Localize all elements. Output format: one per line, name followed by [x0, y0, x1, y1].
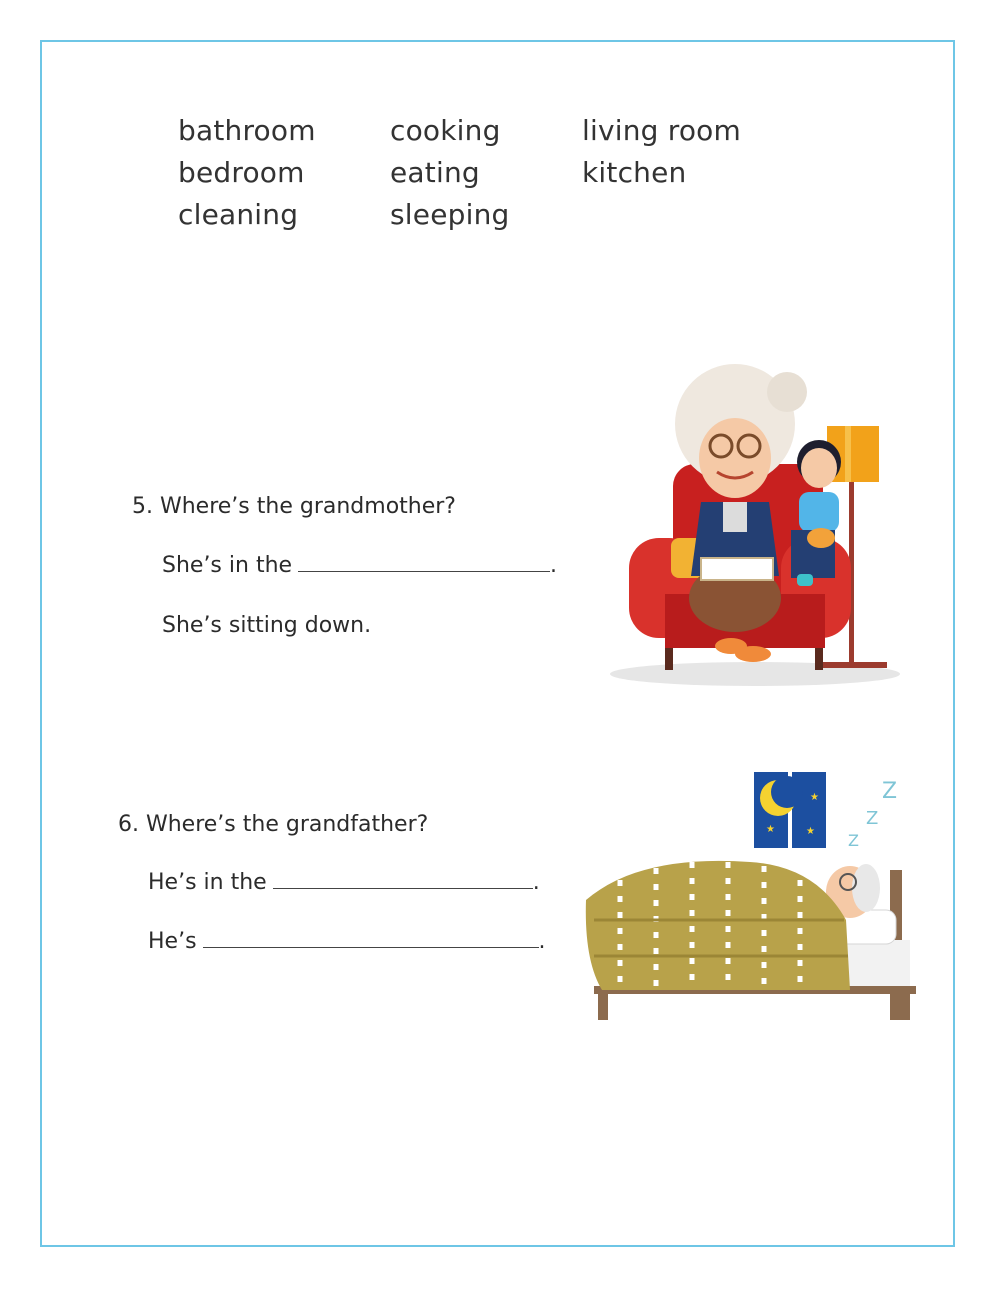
- q6-period-2: .: [538, 929, 546, 954]
- svg-text:Z: Z: [882, 779, 898, 804]
- q5-answer-line: [162, 553, 557, 578]
- svg-text:★: ★: [810, 792, 819, 803]
- q5-question: 5. Where’s the grandmother?: [132, 494, 456, 519]
- svg-text:★: ★: [766, 824, 775, 835]
- q5-prompt: She’s in the: [162, 553, 293, 578]
- grandfather-bed-illustration: [580, 770, 930, 1030]
- q6-blank-room[interactable]: [273, 887, 533, 889]
- svg-text:Z: Z: [848, 831, 859, 850]
- q6-blank-activity[interactable]: [203, 946, 539, 948]
- word-bedroom: bedroom: [178, 156, 305, 189]
- q5-blank-room[interactable]: [298, 570, 550, 572]
- q6-prompt-room: He’s in the: [148, 870, 267, 895]
- word-cooking: cooking: [390, 114, 501, 147]
- q6-answer-line-2: [148, 929, 546, 954]
- word-eating: eating: [390, 156, 480, 189]
- q5-period: .: [550, 553, 558, 578]
- q6-answer-line-1: [148, 870, 540, 895]
- word-living-room: living room: [582, 114, 741, 147]
- q6-question: 6. Where’s the grandfather?: [118, 812, 429, 837]
- word-cleaning: cleaning: [178, 198, 299, 231]
- grandmother-armchair-illustration: [605, 362, 905, 692]
- word-bank: [178, 114, 778, 244]
- word-bathroom: bathroom: [178, 114, 316, 147]
- svg-text:★: ★: [806, 826, 815, 837]
- word-kitchen: kitchen: [582, 156, 687, 189]
- word-sleeping: sleeping: [390, 198, 510, 231]
- q6-prompt-activity: He’s: [148, 929, 197, 954]
- q5-sentence: She’s sitting down.: [162, 613, 372, 638]
- q6-period-1: .: [532, 870, 540, 895]
- svg-text:Z: Z: [866, 808, 879, 829]
